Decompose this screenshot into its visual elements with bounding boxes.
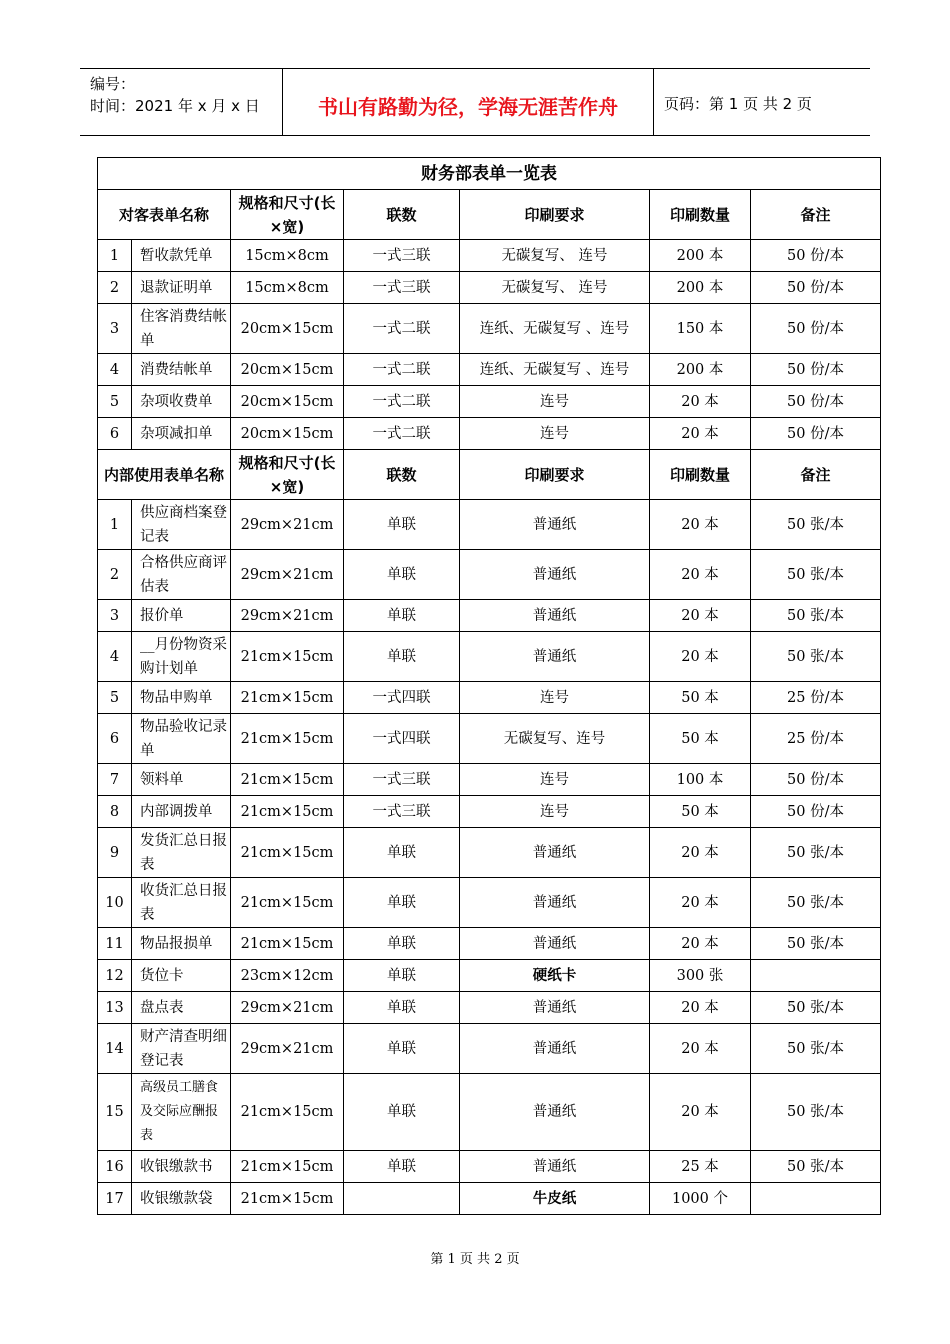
form-size: 21cm×15cm (231, 878, 344, 928)
table-header-row (98, 450, 881, 500)
row-number: 1 (98, 240, 132, 272)
form-copies (344, 1183, 460, 1215)
form-size: 21cm×15cm (231, 632, 344, 682)
form-print-req: 连号 (460, 418, 650, 450)
table-row (98, 1183, 881, 1215)
header-copies: 联数 (344, 450, 460, 500)
form-note: 50 份/本 (751, 354, 881, 386)
form-size: 20cm×15cm (231, 304, 344, 354)
form-note: 50 张/本 (751, 1151, 881, 1183)
table-row (98, 272, 881, 304)
header-note: 备注 (751, 450, 881, 500)
form-qty: 20 本 (650, 632, 751, 682)
form-copies: 一式三联 (344, 272, 460, 304)
form-size: 21cm×15cm (231, 1183, 344, 1215)
form-qty: 20 本 (650, 600, 751, 632)
form-print-req: 连号 (460, 796, 650, 828)
form-print-req: 连号 (460, 386, 650, 418)
header-meta (90, 73, 260, 117)
form-print-req: 牛皮纸 (460, 1183, 650, 1215)
form-print-req: 无碳复写、 连号 (460, 240, 650, 272)
form-name: 杂项减扣单 (132, 418, 231, 450)
header-qty: 印刷数量 (650, 450, 751, 500)
form-note: 50 张/本 (751, 828, 881, 878)
form-note (751, 1183, 881, 1215)
header-print-req: 印刷要求 (460, 450, 650, 500)
table-row (98, 828, 881, 878)
form-name: 物品报损单 (132, 928, 231, 960)
form-size: 21cm×15cm (231, 928, 344, 960)
form-copies: 单联 (344, 632, 460, 682)
form-print-req: 连纸、无碳复写 、连号 (460, 304, 650, 354)
form-copies: 一式二联 (344, 304, 460, 354)
form-qty: 20 本 (650, 828, 751, 878)
form-print-req: 连号 (460, 682, 650, 714)
form-name: 发货汇总日报表 (132, 828, 231, 878)
form-note: 50 份/本 (751, 272, 881, 304)
form-note: 50 份/本 (751, 796, 881, 828)
form-print-req: 普通纸 (460, 600, 650, 632)
form-note: 50 张/本 (751, 632, 881, 682)
table-row (98, 550, 881, 600)
form-name: 收银缴款书 (132, 1151, 231, 1183)
form-print-req: 连纸、无碳复写 、连号 (460, 354, 650, 386)
form-note: 50 张/本 (751, 1024, 881, 1074)
form-name: 供应商档案登记表 (132, 500, 231, 550)
form-name: 物品申购单 (132, 682, 231, 714)
row-number: 13 (98, 992, 132, 1024)
row-number: 11 (98, 928, 132, 960)
form-name: 货位卡 (132, 960, 231, 992)
row-number: 3 (98, 600, 132, 632)
form-name: 消费结帐单 (132, 354, 231, 386)
form-copies: 单联 (344, 1074, 460, 1151)
form-name: 财产清查明细登记表 (132, 1024, 231, 1074)
form-size: 21cm×15cm (231, 682, 344, 714)
row-number: 14 (98, 1024, 132, 1074)
table-title-row (98, 158, 881, 190)
row-number: 4 (98, 632, 132, 682)
form-note: 50 张/本 (751, 992, 881, 1024)
form-print-req: 普通纸 (460, 1151, 650, 1183)
form-size: 29cm×21cm (231, 992, 344, 1024)
form-qty: 20 本 (650, 928, 751, 960)
table-row (98, 354, 881, 386)
form-qty: 150 本 (650, 304, 751, 354)
table-title: 财务部表单一览表 (98, 158, 881, 190)
form-size: 15cm×8cm (231, 240, 344, 272)
form-size: 21cm×15cm (231, 764, 344, 796)
form-qty: 50 本 (650, 714, 751, 764)
table-row (98, 386, 881, 418)
form-qty: 300 张 (650, 960, 751, 992)
table-row (98, 418, 881, 450)
form-name: 退款证明单 (132, 272, 231, 304)
row-number: 2 (98, 550, 132, 600)
row-number: 3 (98, 304, 132, 354)
form-size: 21cm×15cm (231, 1151, 344, 1183)
row-number: 17 (98, 1183, 132, 1215)
form-note: 50 份/本 (751, 386, 881, 418)
form-size: 21cm×15cm (231, 828, 344, 878)
form-print-req: 连号 (460, 764, 650, 796)
form-qty: 20 本 (650, 992, 751, 1024)
row-number: 16 (98, 1151, 132, 1183)
form-copies: 单联 (344, 828, 460, 878)
table-row (98, 240, 881, 272)
page-footer: 第 1 页 共 2 页 (430, 1252, 520, 1267)
form-qty: 20 本 (650, 386, 751, 418)
form-qty: 50 本 (650, 796, 751, 828)
form-size: 20cm×15cm (231, 386, 344, 418)
form-size: 29cm×21cm (231, 500, 344, 550)
date-label: 时间：2021 年 x 月 x 日 (90, 97, 260, 115)
form-name: 收货汇总日报表 (132, 878, 231, 928)
table-row (98, 632, 881, 682)
form-print-req: 无碳复写、连号 (460, 714, 650, 764)
form-print-req: 硬纸卡 (460, 960, 650, 992)
table-row (98, 1074, 881, 1151)
form-name: 内部调拨单 (132, 796, 231, 828)
header-qty: 印刷数量 (650, 190, 751, 240)
form-print-req: 无碳复写、 连号 (460, 272, 650, 304)
form-copies: 一式二联 (344, 418, 460, 450)
form-qty: 100 本 (650, 764, 751, 796)
table-row (98, 796, 881, 828)
form-print-req: 普通纸 (460, 928, 650, 960)
table-row (98, 1024, 881, 1074)
form-note: 50 张/本 (751, 600, 881, 632)
form-qty: 20 本 (650, 878, 751, 928)
form-note: 50 张/本 (751, 550, 881, 600)
row-number: 4 (98, 354, 132, 386)
table-header-row (98, 190, 881, 240)
form-print-req: 普通纸 (460, 992, 650, 1024)
form-copies: 单联 (344, 550, 460, 600)
header-page-label: 页码：第 1 页 共 2 页 (664, 95, 812, 113)
forms-table (97, 157, 881, 1215)
form-size: 29cm×21cm (231, 600, 344, 632)
header-print-req: 印刷要求 (460, 190, 650, 240)
row-number: 6 (98, 418, 132, 450)
row-number: 12 (98, 960, 132, 992)
form-qty: 1000 个 (650, 1183, 751, 1215)
form-name: 报价单 (132, 600, 231, 632)
form-size: 21cm×15cm (231, 1074, 344, 1151)
form-copies: 单联 (344, 928, 460, 960)
form-name: 住客消费结帐单 (132, 304, 231, 354)
page-header (80, 68, 870, 136)
form-print-req: 普通纸 (460, 1024, 650, 1074)
form-qty: 20 本 (650, 1024, 751, 1074)
form-print-req: 普通纸 (460, 878, 650, 928)
form-note: 50 张/本 (751, 1074, 881, 1151)
form-copies: 单联 (344, 1151, 460, 1183)
form-size: 20cm×15cm (231, 418, 344, 450)
form-print-req: 普通纸 (460, 550, 650, 600)
form-note: 25 份/本 (751, 682, 881, 714)
table-row (98, 1151, 881, 1183)
table-row (98, 500, 881, 550)
form-name: 盘点表 (132, 992, 231, 1024)
form-size: 21cm×15cm (231, 714, 344, 764)
form-name: 收银缴款袋 (132, 1183, 231, 1215)
form-copies: 一式三联 (344, 764, 460, 796)
form-qty: 200 本 (650, 354, 751, 386)
form-name: 合格供应商评估表 (132, 550, 231, 600)
form-copies: 一式二联 (344, 354, 460, 386)
form-qty: 20 本 (650, 550, 751, 600)
row-number: 10 (98, 878, 132, 928)
form-print-req: 普通纸 (460, 500, 650, 550)
row-number: 5 (98, 386, 132, 418)
form-copies: 一式四联 (344, 682, 460, 714)
row-number: 15 (98, 1074, 132, 1151)
form-copies: 单联 (344, 1024, 460, 1074)
form-copies: 一式四联 (344, 714, 460, 764)
form-qty: 20 本 (650, 1074, 751, 1151)
form-qty: 50 本 (650, 682, 751, 714)
row-number: 7 (98, 764, 132, 796)
header-motto: 书山有路勤为径，学海无涯苦作舟 (318, 95, 618, 119)
table-row (98, 304, 881, 354)
form-copies: 单联 (344, 878, 460, 928)
form-name: __月份物资采购计划单 (132, 632, 231, 682)
form-note: 50 张/本 (751, 928, 881, 960)
header-size: 规格和尺寸(长×宽) (231, 450, 344, 500)
form-name: 高级员工膳食及交际应酬报表 (132, 1074, 231, 1151)
form-qty: 200 本 (650, 240, 751, 272)
table-row (98, 878, 881, 928)
header-form-name: 对客表单名称 (98, 190, 231, 240)
table-row (98, 764, 881, 796)
form-note: 25 份/本 (751, 714, 881, 764)
form-print-req: 普通纸 (460, 1074, 650, 1151)
form-note: 50 张/本 (751, 500, 881, 550)
table-row (98, 682, 881, 714)
form-size: 29cm×21cm (231, 550, 344, 600)
form-qty: 20 本 (650, 418, 751, 450)
form-copies: 单联 (344, 960, 460, 992)
form-copies: 一式二联 (344, 386, 460, 418)
form-copies: 一式三联 (344, 796, 460, 828)
form-print-req: 普通纸 (460, 828, 650, 878)
form-size: 29cm×21cm (231, 1024, 344, 1074)
form-qty: 20 本 (650, 500, 751, 550)
row-number: 8 (98, 796, 132, 828)
form-name: 暂收款凭单 (132, 240, 231, 272)
row-number: 1 (98, 500, 132, 550)
form-size: 15cm×8cm (231, 272, 344, 304)
form-print-req: 普通纸 (460, 632, 650, 682)
header-size: 规格和尺寸(长×宽) (231, 190, 344, 240)
form-copies: 一式三联 (344, 240, 460, 272)
form-name: 领料单 (132, 764, 231, 796)
form-copies: 单联 (344, 992, 460, 1024)
form-note: 50 份/本 (751, 418, 881, 450)
table-row (98, 600, 881, 632)
form-qty: 200 本 (650, 272, 751, 304)
form-size: 20cm×15cm (231, 354, 344, 386)
row-number: 6 (98, 714, 132, 764)
form-copies: 单联 (344, 500, 460, 550)
header-divider (653, 69, 654, 135)
row-number: 5 (98, 682, 132, 714)
form-note: 50 张/本 (751, 878, 881, 928)
form-copies: 单联 (344, 600, 460, 632)
form-note: 50 份/本 (751, 240, 881, 272)
row-number: 9 (98, 828, 132, 878)
form-name: 杂项收费单 (132, 386, 231, 418)
form-note: 50 份/本 (751, 304, 881, 354)
row-number: 2 (98, 272, 132, 304)
header-form-name: 内部使用表单名称 (98, 450, 231, 500)
form-size: 23cm×12cm (231, 960, 344, 992)
table-row (98, 928, 881, 960)
table-row (98, 960, 881, 992)
form-qty: 25 本 (650, 1151, 751, 1183)
form-note: 50 份/本 (751, 764, 881, 796)
table-row (98, 714, 881, 764)
form-size: 21cm×15cm (231, 796, 344, 828)
table-row (98, 992, 881, 1024)
header-copies: 联数 (344, 190, 460, 240)
form-note (751, 960, 881, 992)
number-label: 编号： (90, 75, 136, 93)
header-note: 备注 (751, 190, 881, 240)
form-name: 物品验收记录单 (132, 714, 231, 764)
